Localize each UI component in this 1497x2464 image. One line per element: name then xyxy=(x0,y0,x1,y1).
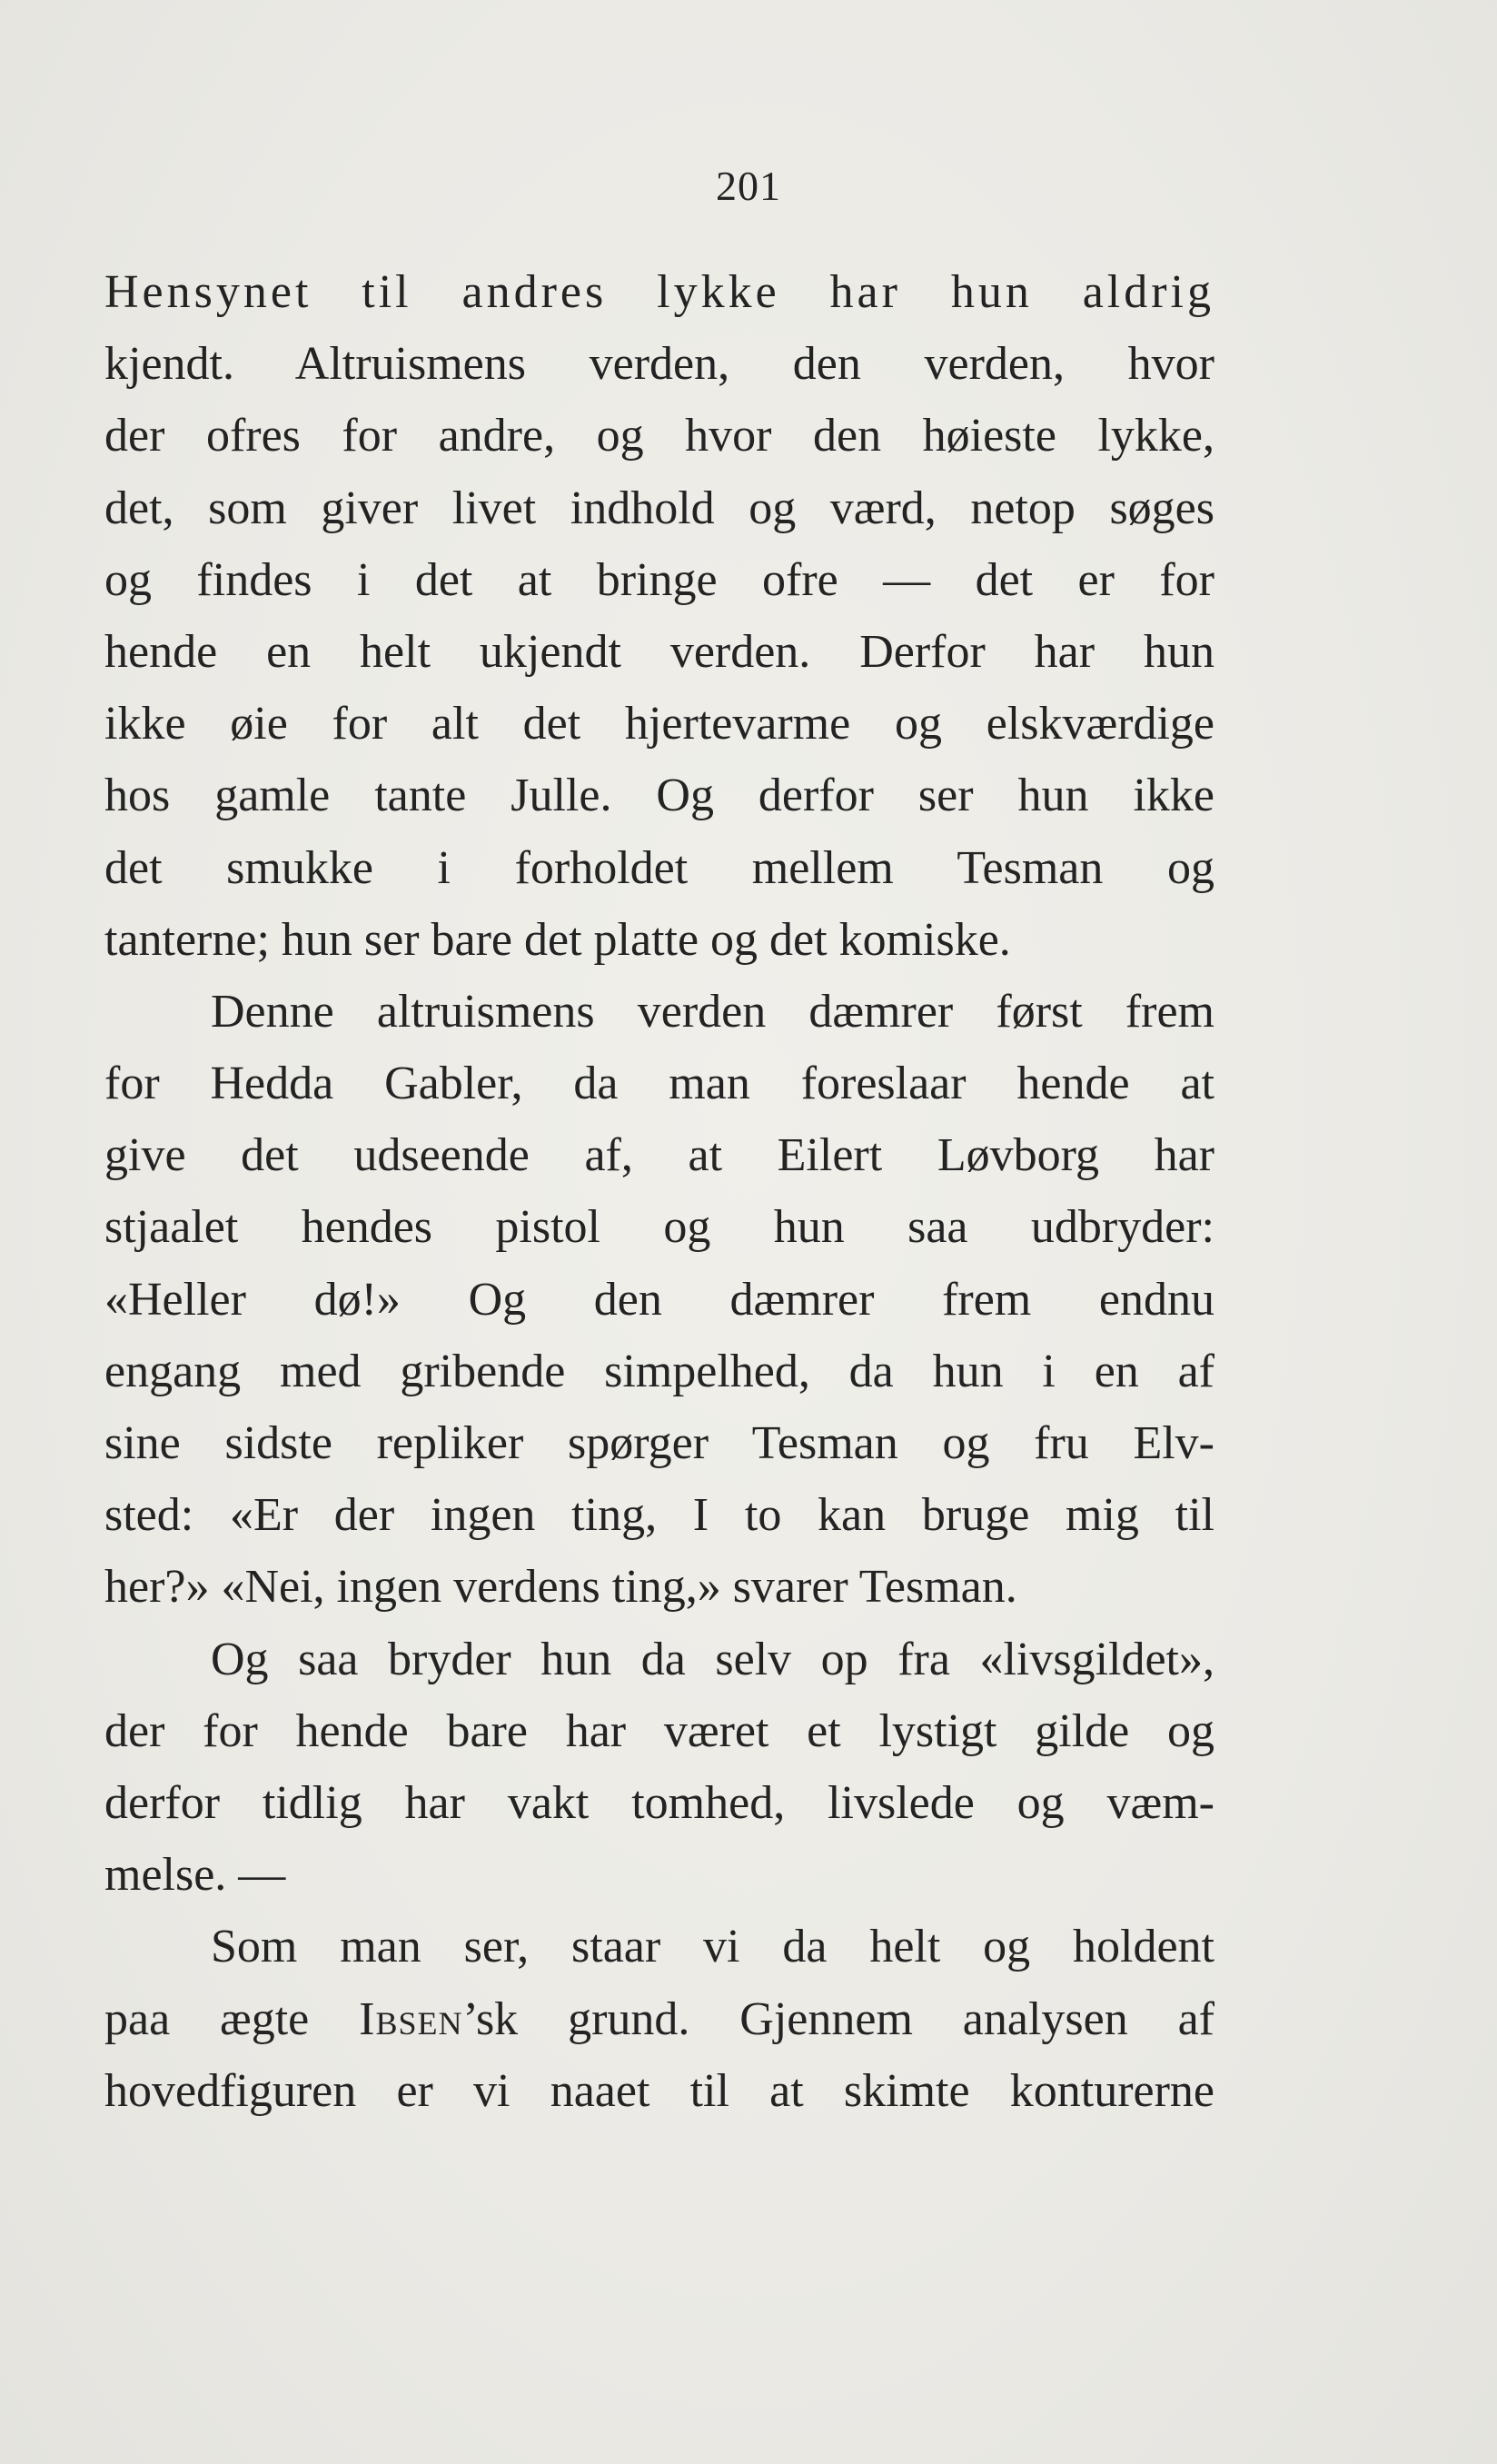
text-line: her?» «Nei, ingen verdens ting,» svarer Tesman. xyxy=(104,1561,1017,1614)
text-line: sted: «Er der ingen ting, I to kan bruge mig til xyxy=(104,1489,1214,1542)
body-text xyxy=(104,256,1214,2127)
text-line: tanterne; hun ser bare det platte og det komiske. xyxy=(104,913,1011,966)
text-line: engang med gribende simpelhed, da hun i en af xyxy=(104,1345,1214,1397)
text-line: og findes i det at bringe ofre — det er for xyxy=(104,553,1214,606)
text-line: «Heller dø!» Og den dæmrer frem endnu xyxy=(104,1273,1214,1326)
text-line: ikke øie for alt det hjertevarme og elskværdige xyxy=(104,698,1214,750)
text-line: det smukke i forholdet mellem Tesman og xyxy=(104,841,1214,894)
text-line: Og saa bryder hun da selv op fra «livsgildet», xyxy=(211,1633,1214,1685)
text-segment: paa ægte xyxy=(104,1992,310,2045)
text-line: for Hedda Gabler, da man foreslaar hende at xyxy=(104,1058,1214,1110)
page-number: 201 xyxy=(716,163,781,209)
text-line: melse. — xyxy=(104,1849,286,1902)
text-line: hende en helt ukjendt verden. Derfor har hun xyxy=(104,625,1214,678)
author-name: Ibsen xyxy=(359,1992,463,2045)
text-line: hos gamle tante Julle. Og derfor ser hun ikke xyxy=(104,770,1214,822)
text-line: Som man ser, staar vi da helt og holdent xyxy=(211,1921,1214,1973)
text-line: Hensynet til andres lykke har hun aldrig xyxy=(104,266,1214,318)
text-line: Denne altruismens verden dæmrer først frem xyxy=(211,985,1214,1038)
text-line: der for hende bare har været et lystigt gilde og xyxy=(104,1704,1214,1757)
text-line xyxy=(104,1983,1214,2055)
text-line: stjaalet hendes pistol og hun saa udbryder: xyxy=(104,1201,1214,1254)
text-line: sine sidste repliker spørger Tesman og fru Elv- xyxy=(104,1417,1214,1469)
text-line: hovedfiguren er vi naaet til at skimte konturerne xyxy=(104,2064,1214,2117)
text-line: det, som giver livet indhold og værd, netop søges xyxy=(104,482,1214,534)
text-segment: ’sk grund. Gjennem analysen af xyxy=(462,1992,1214,2045)
text-line: give det udseende af, at Eilert Løvborg har xyxy=(104,1129,1214,1182)
text-line: derfor tidlig har vakt tomhed, livslede og væm- xyxy=(104,1776,1214,1829)
text-line: kjendt. Altruismens verden, den verden, hvor xyxy=(104,338,1214,391)
text-line: der ofres for andre, og hvor den høieste lykke, xyxy=(104,410,1214,462)
